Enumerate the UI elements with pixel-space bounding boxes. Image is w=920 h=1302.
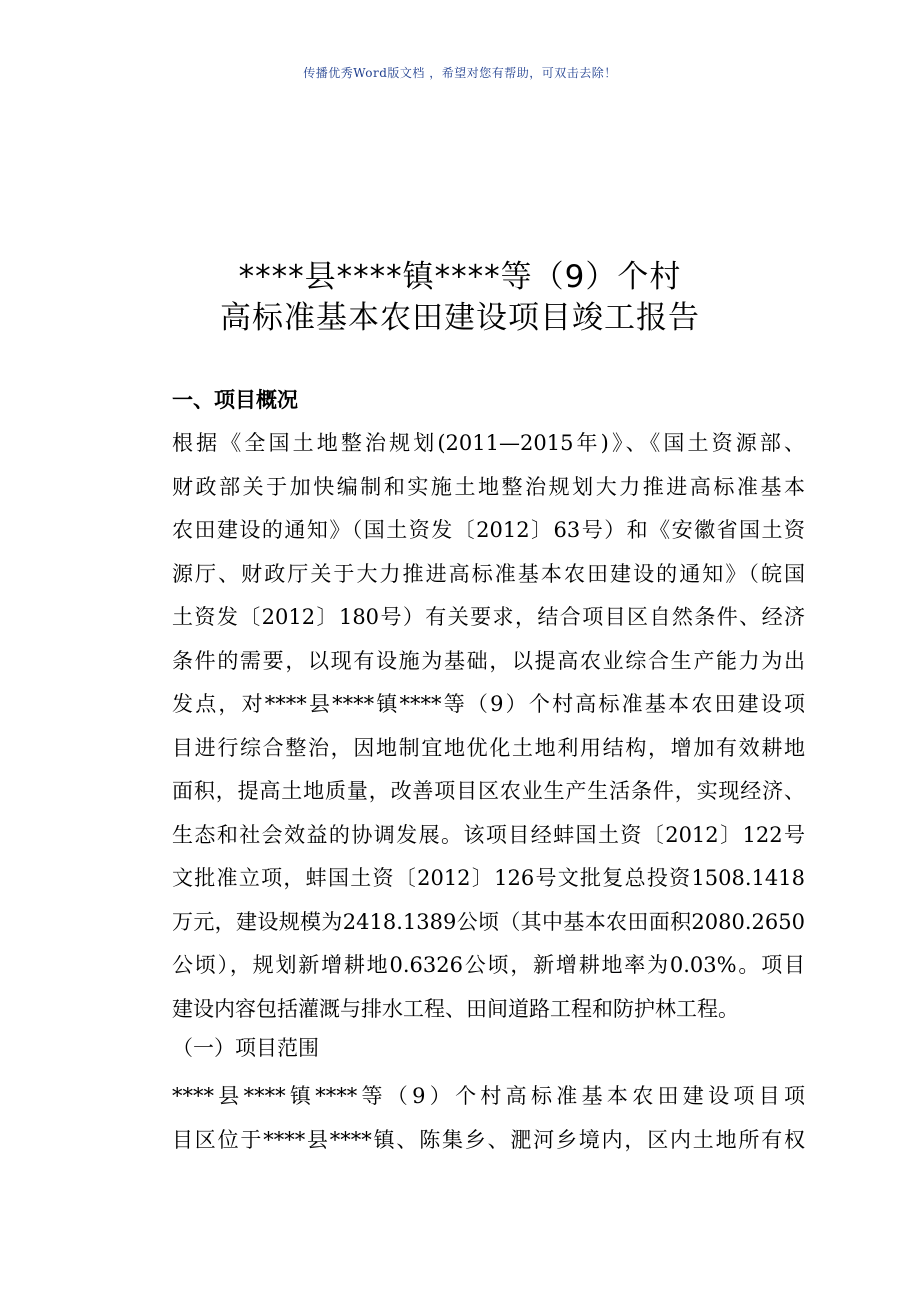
paragraph-line: 生态和社会效益的协调发展。该项目经蚌国土资〔2012〕122号 (172, 822, 805, 847)
paragraph-line: 条件的需要，以现有设施为基础，以提高农业综合生产能力为出 (172, 648, 805, 673)
paragraph-line: 面积，提高土地质量，改善项目区农业生产生活条件，实现经济、 (172, 779, 805, 803)
paragraph-line: 土资发〔2012〕180号）有关要求，结合项目区自然条件、经济 (172, 605, 805, 629)
paragraph-line: 文批准立项，蚌国土资〔2012〕126号文批复总投资1508.1418 (172, 866, 805, 890)
paragraph-line: 目区位于****县****镇、陈集乡、淝河乡境内，区内土地所有权 (172, 1127, 805, 1152)
section-heading-project-overview: 一、项目概况 (172, 388, 298, 412)
paragraph-line: 发点，对****县****镇****等（9）个村高标准基本农田建设项 (172, 692, 805, 716)
paragraph-line: 源厅、财政厅关于大力推进高标准基本农田建设的通知》（皖国 (172, 561, 805, 586)
paragraph-line: 根据《全国土地整治规划(2011—2015年)》、《国土资源部、 (172, 431, 805, 455)
document-title-line-2: 高标准基本农田建设项目竣工报告 (220, 300, 700, 336)
subsection-heading-project-scope: （一）项目范围 (172, 1036, 319, 1060)
paragraph-line: 公顷），规划新增耕地0.6326公顷，新增耕地率为0.03%。项目 (172, 953, 805, 977)
paragraph-line: 建设内容包括灌溉与排水工程、田间道路工程和防护林工程。 (172, 996, 739, 1021)
document-title-line-1: ****县****镇****等（9）个村 (238, 259, 682, 295)
paragraph-line: 财政部关于加快编制和实施土地整治规划大力推进高标准基本 (172, 474, 805, 499)
paragraph-project-scope (125, 1075, 805, 1162)
paragraph-line: 农田建设的通知》（国土资发〔2012〕63号）和《安徽省国土资 (172, 518, 805, 542)
paragraph-line: 万元，建设规模为2418.1389公顷（其中基本农田面积2080.2650 (172, 909, 805, 934)
paragraph-line: 目进行综合整治，因地制宜地优化土地利用结构，增加有效耕地 (172, 735, 805, 760)
paragraph-line: ****县****镇****等（9）个村高标准基本农田建设项目项 (172, 1084, 805, 1108)
header-note: 传播优秀Word版文档 ，希望对您有帮助，可双击去除！ (303, 66, 617, 80)
paragraph-project-overview (125, 422, 805, 1031)
